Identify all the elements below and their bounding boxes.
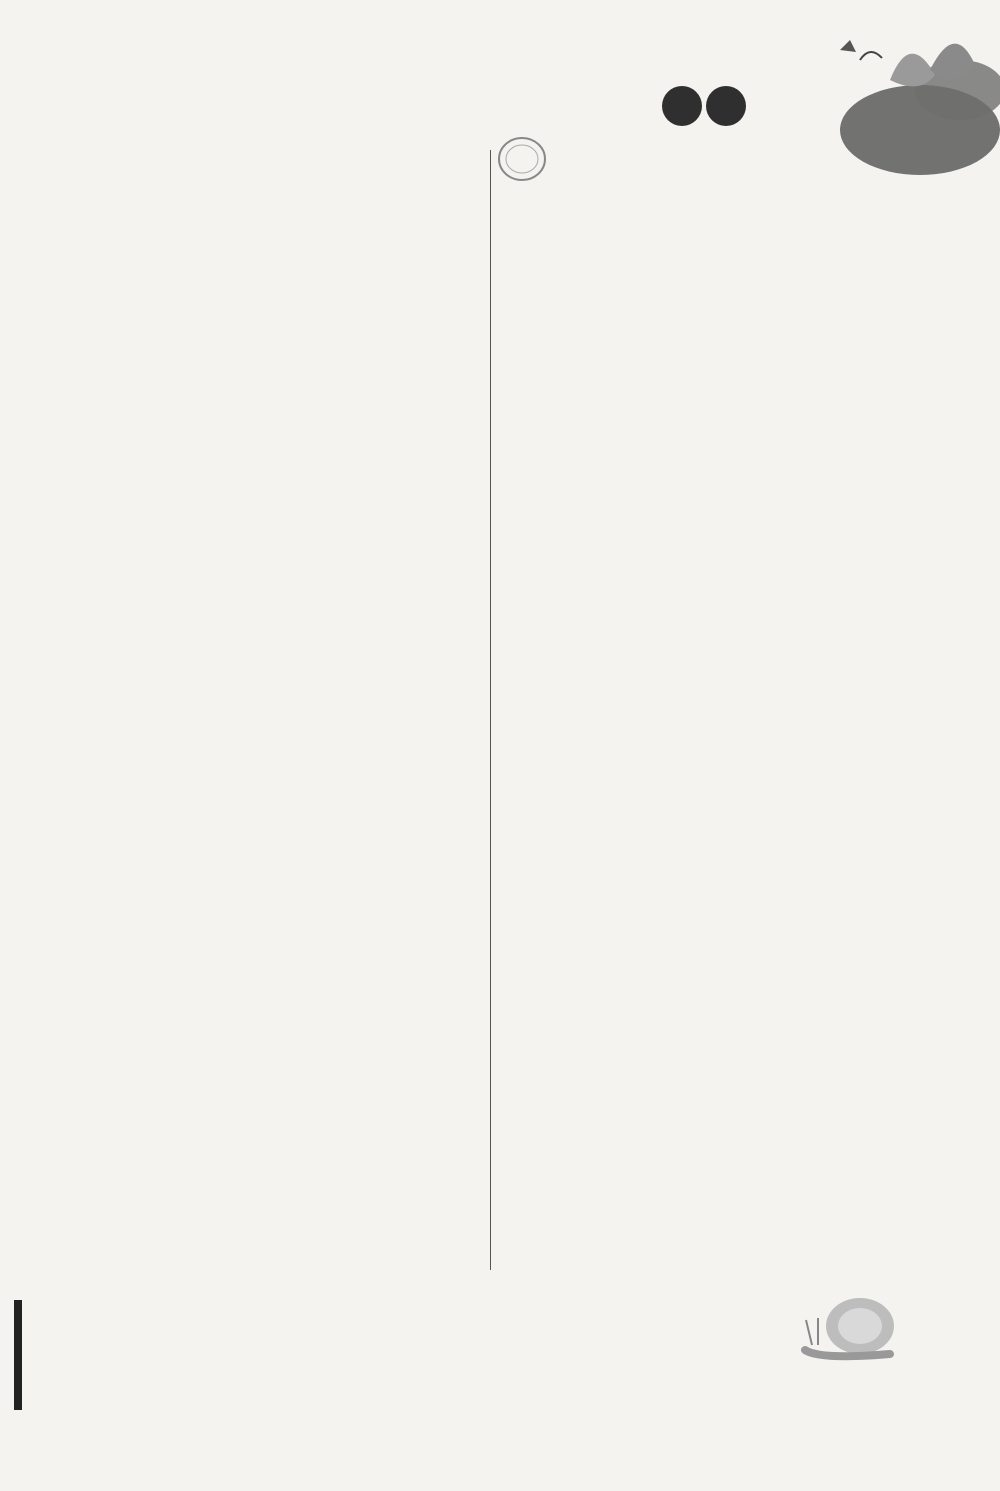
subject-char-2 (706, 86, 746, 126)
column-divider (490, 150, 491, 1270)
subject-char-1 (662, 86, 702, 126)
subject-title (662, 86, 756, 126)
lotus-decoration-icon (770, 20, 1000, 200)
page-number (840, 1304, 880, 1344)
binding-edge-mark (14, 1300, 22, 1410)
stamp-icon (496, 134, 548, 184)
